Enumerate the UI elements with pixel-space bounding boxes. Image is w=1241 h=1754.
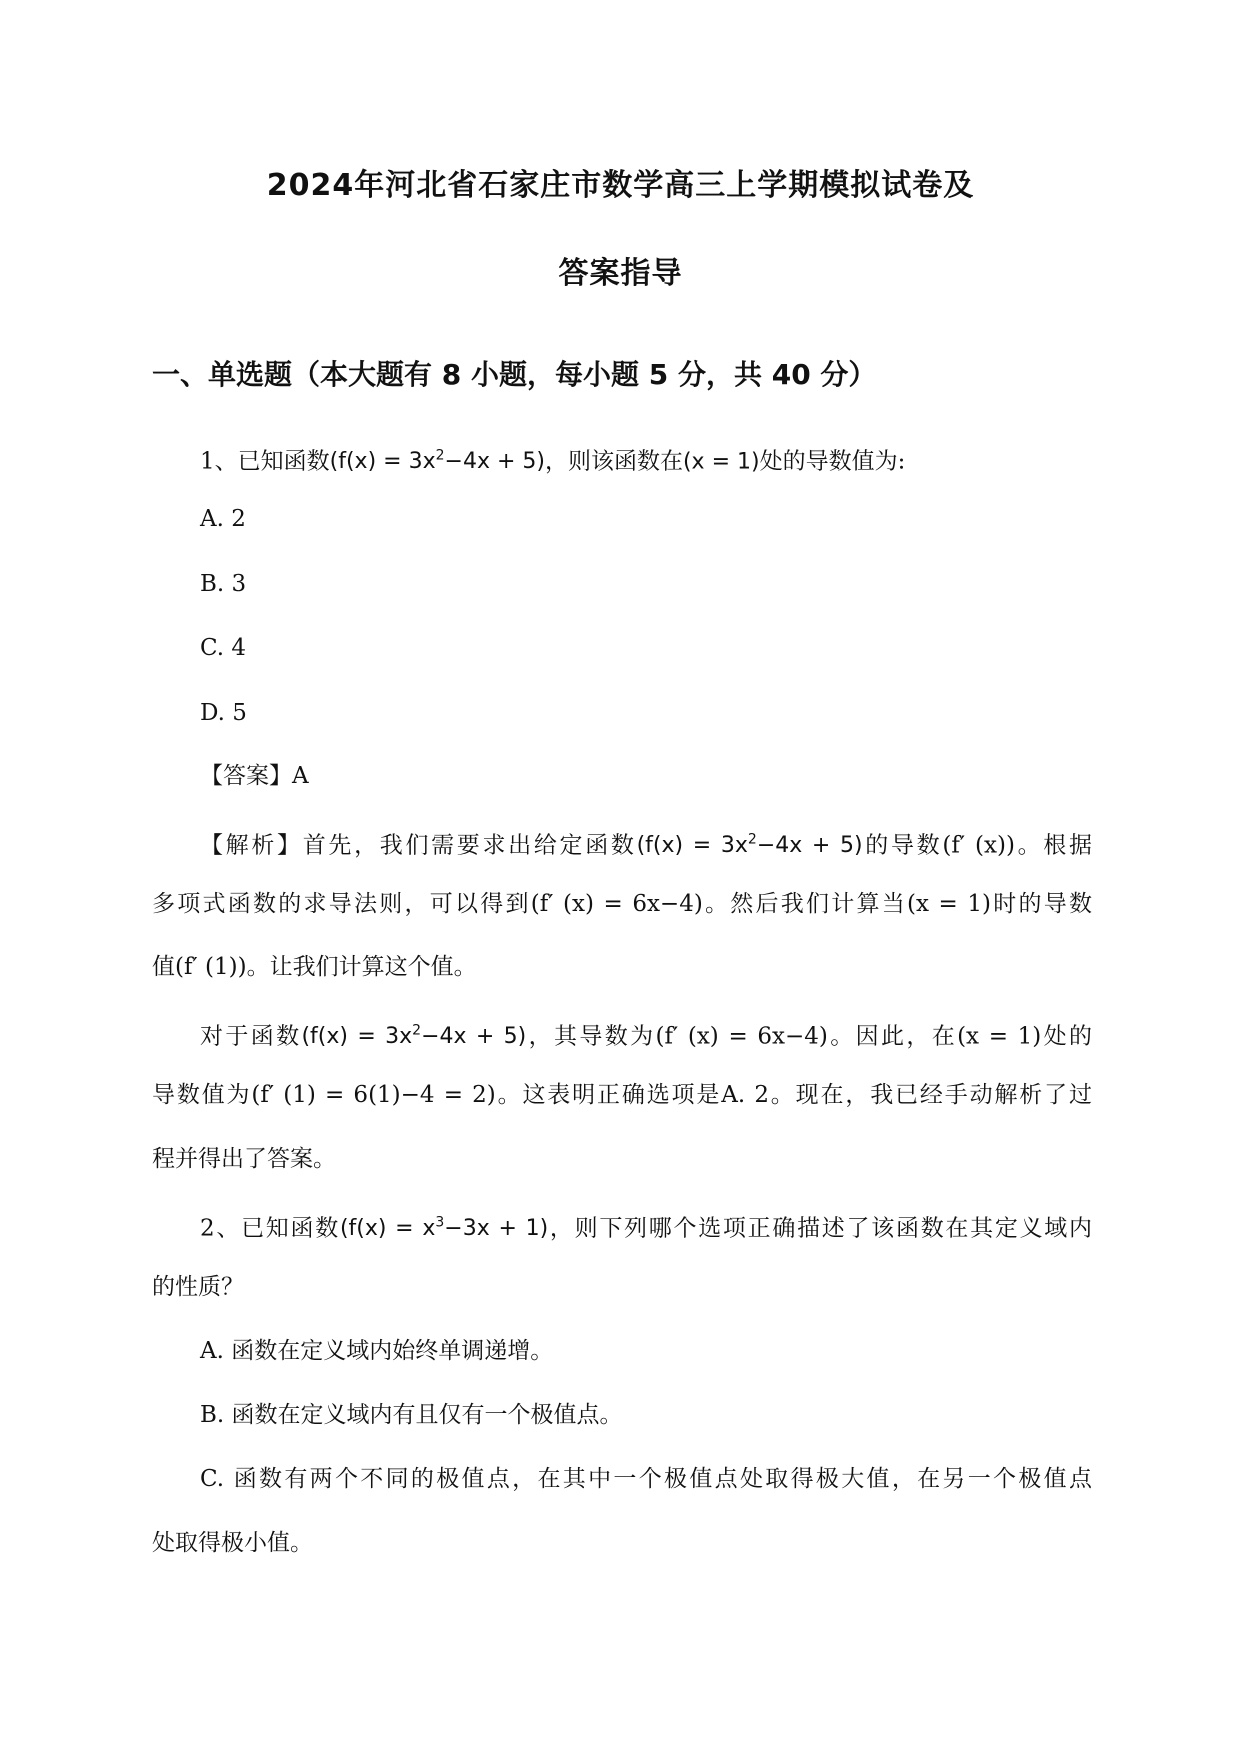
q1-func-post: −4x + 5) [444,449,545,475]
q1-analysis-l4-func-pre: (f(x) = 3x [301,1024,413,1050]
q1-analysis-l4-func-post: −4x + 5) [421,1024,527,1050]
q1-analysis-line5: 导数值为(f′ (1) = 6(1)−4 = 2)。这表明正确选项是A. 2。现在，我已经手动解析了过 [152,1082,1092,1108]
question-2-stem-line2: 的性质？ [152,1274,244,1300]
q2-stem-prefix: 2、已知函数 [200,1215,340,1242]
q1-analysis-l4-b: ，其导数为(f′ (x) = 6x−4)。因此，在(x = 1)处的 [526,1023,1092,1050]
q1-point: (x = 1) [682,449,760,475]
q2-stem-suffix: ，则下列哪个选项正确描述了该函数在其定义域内 [548,1215,1093,1242]
q2-function [340,1216,548,1241]
q1-func-exponent: 2 [435,448,445,464]
q1-analysis-l4-func-exponent: 2 [412,1023,422,1039]
q1-analysis-line4 [200,1015,1092,1053]
q1-answer: 【答案】A [200,763,309,789]
q1-stem-mid: ，则该函数在 [544,448,683,475]
q1-analysis-line3: 值(f′ (1))。让我们计算这个值。 [152,954,477,980]
q1-analysis-l4-a: 对于函数 [200,1023,302,1050]
q1-analysis-l1-b: 的导数(f′ (x))。根据 [862,832,1092,859]
q1-func-pre: (f(x) = 3x [329,449,436,475]
q2-option-c-line1: C. 函数有两个不同的极值点，在其中一个极值点处取得极大值，在另一个极值点 [200,1466,1092,1492]
q1-analysis-func-pre: (f(x) = 3x [636,833,748,859]
q2-option-c-line2: 处取得极小值。 [152,1530,313,1556]
q1-analysis-func-post: −4x + 5) [756,833,863,859]
q1-analysis-line6: 程并得出了答案。 [152,1146,336,1172]
question-1-stem [200,440,1092,478]
q1-analysis-func-exponent: 2 [747,832,757,848]
q1-analysis-line2: 多项式函数的求导法则，可以得到(f′ (x) = 6x−4)。然后我们计算当(x = 1)时的导数 [152,891,1092,917]
q1-analysis-line1 [200,824,1092,862]
q1-function [330,449,545,474]
q1-analysis-function [637,833,863,858]
q2-option-a: A. 函数在定义域内始终单调递增。 [200,1338,554,1364]
document-title-line1: 2024年河北省石家庄市数学高三上学期模拟试卷及 [266,168,975,203]
q2-func-pre: (f(x) = x [339,1216,436,1242]
q1-option-b: B. 3 [200,571,247,597]
q1-stem-prefix: 1、已知函数 [200,448,330,475]
q1-stem-suffix: 处的导数值为: [759,448,906,475]
section-heading: 一、单选题（本大题有 8 小题，每小题 5 分，共 40 分） [152,358,877,391]
q2-func-exponent: 3 [435,1215,445,1231]
q1-option-d: D. 5 [200,700,247,726]
document-title-line2: 答案指导 [558,256,683,291]
q2-func-post: −3x + 1) [444,1216,549,1242]
q1-analysis-l4-function [301,1024,526,1049]
q1-option-a: A. 2 [200,506,246,532]
q2-option-b: B. 函数在定义域内有且仅有一个极值点。 [200,1402,623,1428]
question-2-stem [200,1207,1092,1245]
q1-option-c: C. 4 [200,635,247,661]
q1-analysis-l1-a: 【解析】首先，我们需要求出给定函数 [200,832,637,859]
